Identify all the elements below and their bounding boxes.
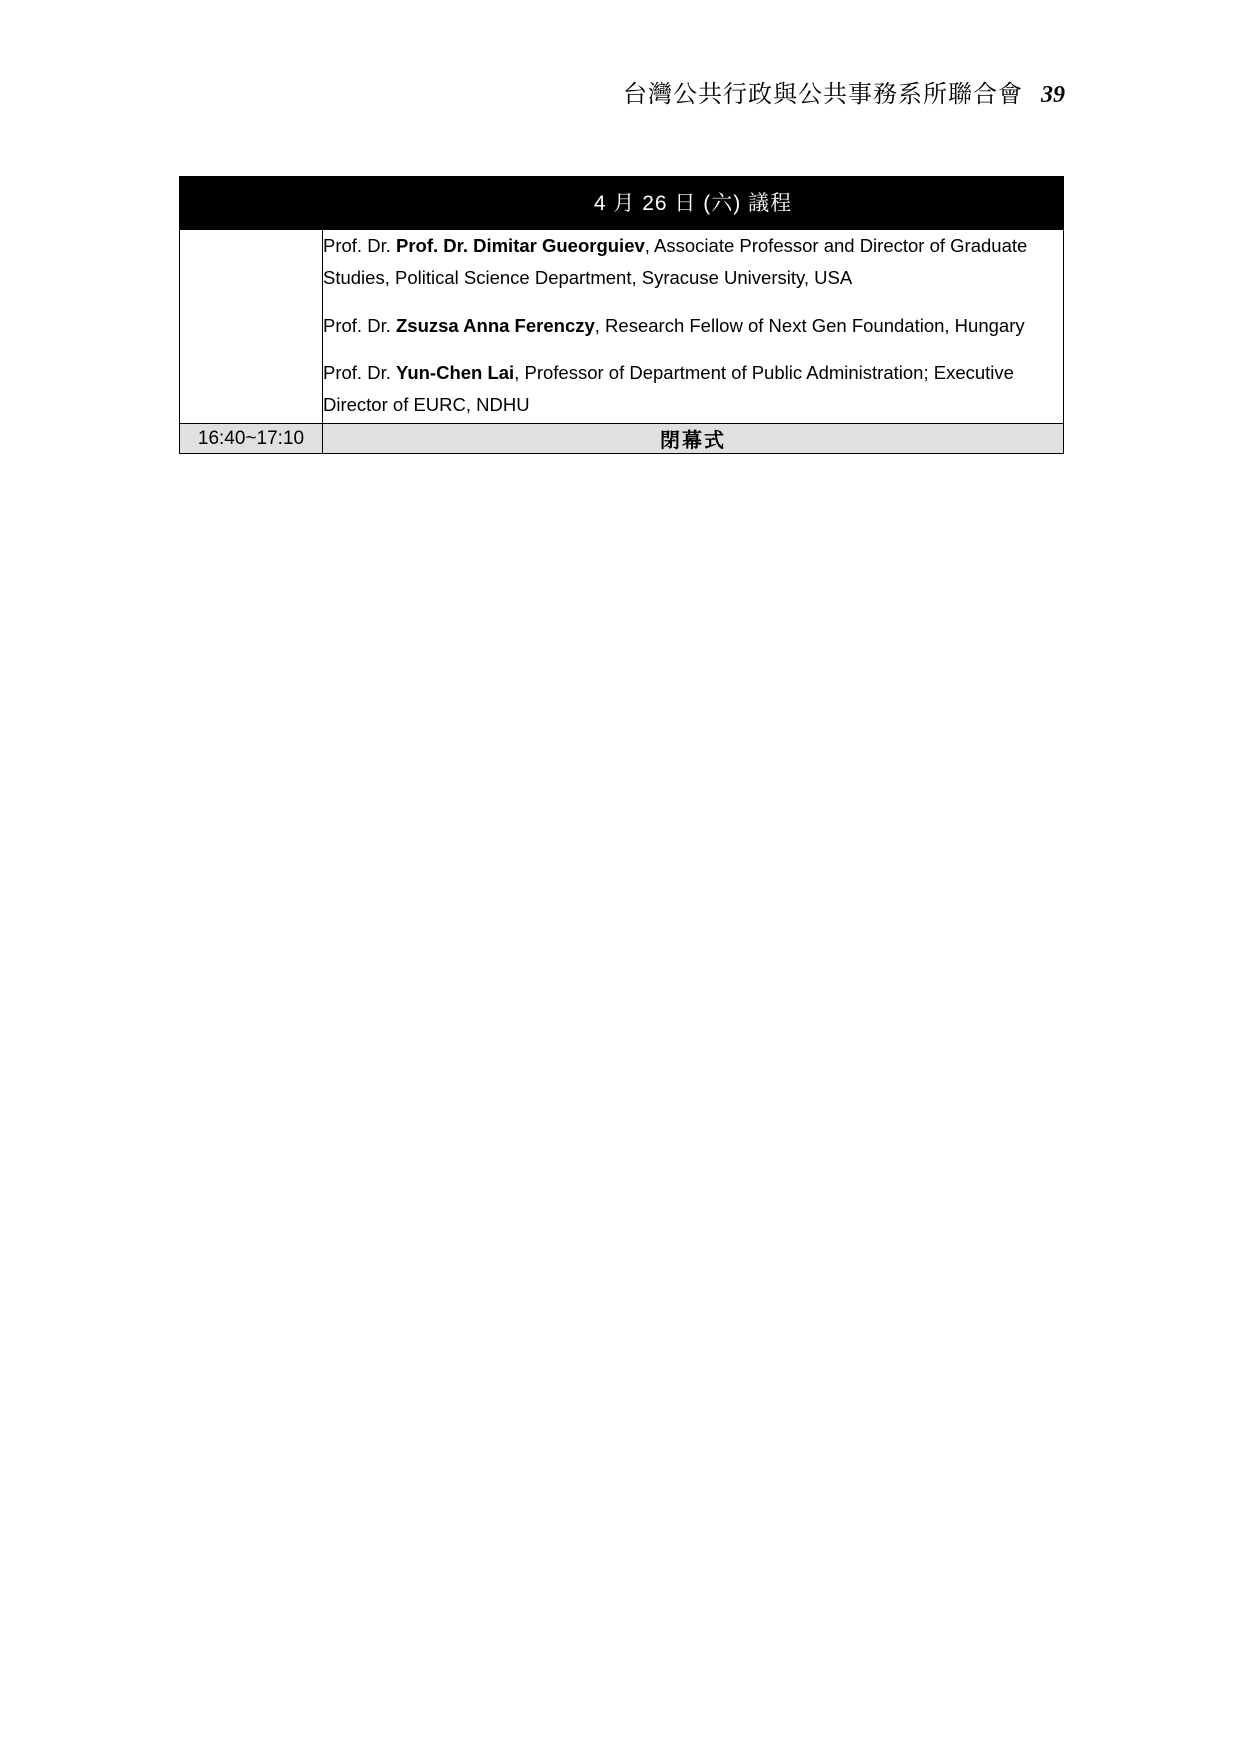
speaker-affiliation: , Professor of Department of Public Administration; Executive Director of EURC, NDHU	[323, 362, 1014, 416]
header-time-cell	[180, 177, 323, 230]
speaker-affiliation: , Associate Professor and Director of Graduate Studies, Political Science Department, Syracuse University, USA	[323, 235, 1028, 288]
speaker-name: Yun-Chen Lai	[396, 362, 515, 384]
speakers-time-cell	[180, 230, 323, 424]
header-title: 台灣公共行政與公共事務系所聯合會	[623, 81, 1023, 108]
speaker-entry	[323, 357, 1063, 421]
agenda-date-header: 4 月 26 日 (六) 議程	[323, 177, 1064, 230]
page-number: 39	[1041, 82, 1065, 108]
closing-ceremony-label: 閉幕式	[323, 424, 1064, 454]
closing-time-cell: 16:40~17:10	[180, 424, 323, 454]
speaker-name: Prof. Dr. Dimitar Gueorguiev	[396, 235, 645, 256]
speaker-prefix: Prof. Dr.	[323, 314, 396, 336]
speaker-entry	[323, 230, 1063, 294]
agenda-table	[179, 176, 1064, 454]
speakers-cell	[323, 230, 1064, 424]
speaker-entry	[323, 310, 1063, 342]
page-header	[623, 74, 1065, 109]
speaker-prefix: Prof. Dr.	[323, 235, 396, 256]
table-row	[180, 177, 1064, 230]
speaker-prefix: Prof. Dr.	[323, 362, 396, 384]
speaker-name: Zsuzsa Anna Ferenczy	[396, 314, 595, 336]
table-row	[180, 424, 1064, 454]
speaker-affiliation: , Research Fellow of Next Gen Foundation, Hungary	[594, 314, 1025, 336]
table-row	[180, 230, 1064, 424]
